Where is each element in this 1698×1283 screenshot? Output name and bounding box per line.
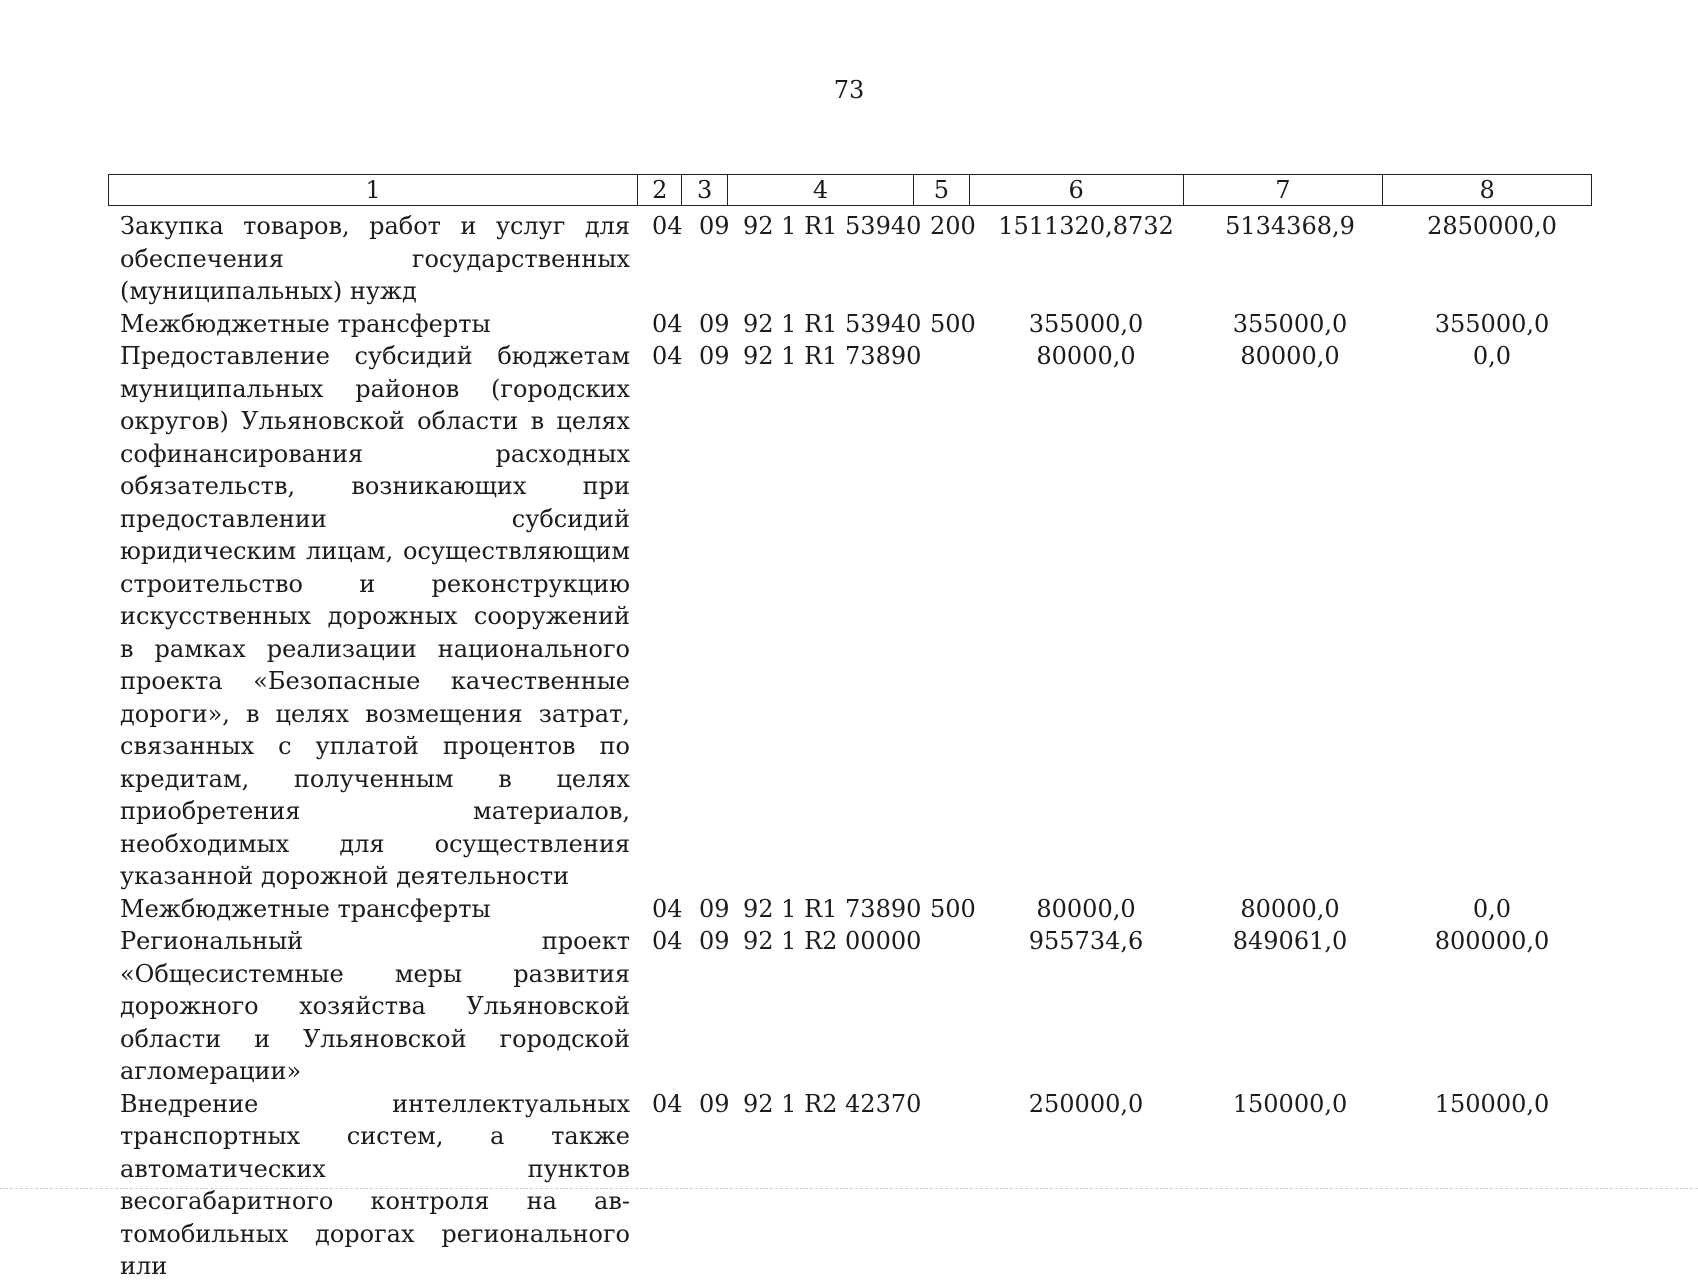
row-target-code: 92 1 R2 00000 [743, 927, 922, 955]
table-row [0, 1088, 1698, 1283]
row-amount-2: 5134368,9 [1225, 212, 1355, 240]
row-amount-3: 2850000,0 [1427, 212, 1557, 240]
row-amount-3: 150000,0 [1434, 1089, 1550, 1118]
row-expense-type: 200 [930, 212, 976, 240]
header-col-5: 5 [914, 175, 970, 205]
row-amount-2: 80000,0 [1240, 894, 1340, 923]
row-subsection: 09 [699, 342, 730, 370]
row-description: Закупка товаров, работ и услуг для обеспечения государственных (муниципальных) нужд [120, 212, 630, 305]
row-section: 04 [652, 927, 683, 955]
header-col-6: 6 [970, 175, 1184, 205]
row-description: Межбюджетные трансферты [120, 894, 491, 923]
row-description: Региональный проект «Общесистемные меры развития дорожного хозяйства Ульяновской области и Ульяновской городской агломерации» [120, 927, 630, 1085]
row-amount-3: 355000,0 [1434, 309, 1550, 338]
table-header [108, 174, 1592, 206]
row-subsection: 09 [699, 309, 730, 338]
row-target-code: 92 1 R1 73890 [743, 894, 922, 923]
row-section: 04 [652, 894, 683, 923]
header-col-2: 2 [638, 175, 682, 205]
table-row [0, 340, 1698, 893]
row-amount-3: 0,0 [1472, 894, 1512, 923]
row-section: 04 [652, 212, 683, 240]
table-row [0, 210, 1698, 308]
row-subsection: 09 [699, 894, 730, 923]
header-col-1: 1 [109, 175, 638, 205]
header-col-7: 7 [1184, 175, 1384, 205]
row-target-code: 92 1 R1 53940 [743, 309, 922, 338]
row-expense-type: 500 [930, 894, 976, 923]
header-col-3: 3 [682, 175, 728, 205]
row-amount-1: 80000,0 [1036, 894, 1136, 923]
row-description: Предоставление субсидий бюджетам муниципальных районов (городских округов) Ульяновской области в целях софинансирования расходных обязательств, возникающих при предоставлении субсидий юридическим лицам, осуществляющим строительство и реконструкцию искусственных дорожных сооружений в рамках реализации национального проекта «Безопасные качественные дороги», в целях возмещения затрат, связанных с уплатой процентов по кредитам, полученным в целях приобретения материалов, необходимых для осуществления указанной дорожной деятельности [120, 342, 630, 890]
table-row [0, 308, 1698, 341]
row-amount-3: 0,0 [1472, 342, 1512, 370]
row-section: 04 [652, 1089, 683, 1118]
header-col-8: 8 [1479, 176, 1495, 204]
row-subsection: 09 [699, 1089, 730, 1118]
row-target-code: 92 1 R1 53940 [743, 212, 922, 240]
row-amount-1: 355000,0 [1028, 309, 1144, 338]
row-target-code: 92 1 R2 42370 [743, 1089, 922, 1118]
row-subsection: 09 [699, 212, 730, 240]
row-amount-1: 80000,0 [1036, 342, 1136, 370]
row-amount-1: 955734,6 [1028, 927, 1144, 955]
table-body [0, 210, 1698, 1283]
row-description: Межбюджетные трансферты [120, 309, 491, 338]
row-amount-1: 250000,0 [1028, 1089, 1144, 1118]
row-section: 04 [652, 309, 683, 338]
row-section: 04 [652, 342, 683, 370]
table-row [0, 925, 1698, 1088]
row-amount-3: 800000,0 [1434, 927, 1550, 955]
row-description: Внедрение интеллектуальных транспортных систем, а также автоматических пунктов весогабаритного контроля на автомобильных дорогах регионального или [120, 1089, 630, 1280]
row-subsection: 09 [699, 927, 730, 955]
table-row [0, 893, 1698, 926]
row-amount-2: 849061,0 [1232, 927, 1348, 955]
row-amount-2: 80000,0 [1240, 342, 1340, 370]
page-number: 73 [833, 76, 865, 104]
row-target-code: 92 1 R1 73890 [743, 342, 922, 370]
header-col-4: 4 [728, 175, 914, 205]
row-expense-type: 500 [930, 309, 976, 338]
row-amount-2: 355000,0 [1232, 309, 1348, 338]
row-amount-1: 1511320,8732 [998, 212, 1174, 240]
scan-edge-line [0, 1188, 1698, 1190]
row-amount-2: 150000,0 [1232, 1089, 1348, 1118]
